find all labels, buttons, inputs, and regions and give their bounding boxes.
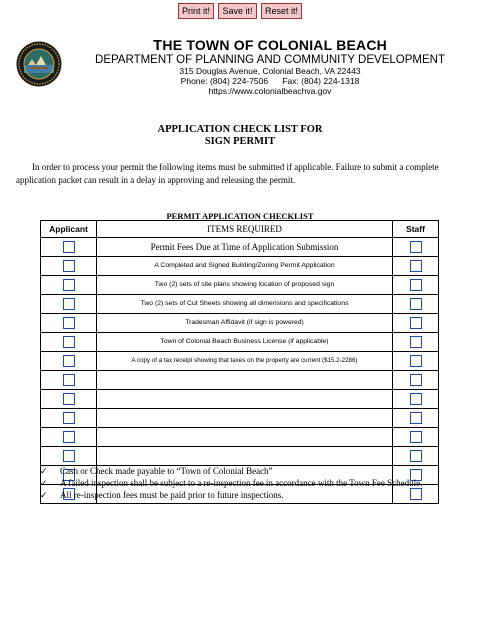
checkmark-icon: ✓ bbox=[40, 466, 48, 476]
staff-checkbox[interactable] bbox=[410, 241, 422, 253]
item-text: Town of Colonial Beach Business License (if applicable) bbox=[97, 332, 393, 351]
table-row bbox=[41, 294, 439, 313]
staff-checkbox[interactable] bbox=[410, 260, 422, 272]
print-button[interactable]: Print it! bbox=[178, 3, 214, 19]
items-column-header: ITEMS REQUIRED bbox=[97, 221, 393, 238]
item-text: Two (2) sets of site plans showing location of proposed sign bbox=[97, 275, 393, 294]
staff-checkbox[interactable] bbox=[410, 431, 422, 443]
item-text[interactable] bbox=[97, 427, 393, 446]
table-row bbox=[41, 256, 439, 275]
checklist-table bbox=[40, 220, 439, 504]
item-text: Tradesman Affidavit (if sign is powered) bbox=[97, 313, 393, 332]
notes-list bbox=[40, 465, 470, 501]
applicant-column-header: Applicant bbox=[41, 221, 97, 238]
list-item: ✓ Cash or Check made payable to “Town of Colonial Beach” bbox=[40, 466, 273, 476]
save-button[interactable]: Save it! bbox=[218, 3, 256, 19]
applicant-checkbox[interactable] bbox=[63, 260, 75, 272]
document-title: APPLICATION CHECK LIST FOR SIGN PERMIT bbox=[157, 124, 323, 147]
applicant-checkbox[interactable] bbox=[63, 241, 75, 253]
table-header-row bbox=[41, 221, 439, 238]
item-text[interactable] bbox=[97, 370, 393, 389]
staff-checkbox[interactable] bbox=[410, 355, 422, 367]
list-item: ✓ A failed inspection shall be subject to a re-inspection fee in accordance with the Town Fee Schedule. bbox=[40, 478, 423, 488]
table-row bbox=[41, 389, 439, 408]
organization-name: THE TOWN OF COLONIAL BEACH bbox=[153, 37, 387, 54]
applicant-checkbox[interactable] bbox=[63, 355, 75, 367]
table-row bbox=[41, 237, 439, 256]
item-text[interactable] bbox=[97, 408, 393, 427]
table-row bbox=[41, 313, 439, 332]
table-row bbox=[41, 332, 439, 351]
checkmark-icon: ✓ bbox=[40, 490, 48, 500]
reset-button[interactable]: Reset it! bbox=[261, 3, 302, 19]
letterhead bbox=[70, 37, 470, 96]
checklist-caption: PERMIT APPLICATION CHECKLIST bbox=[166, 211, 314, 221]
table-row bbox=[41, 408, 439, 427]
item-text: Two (2) sets of Cut Sheets showing all dimensions and specifications bbox=[97, 294, 393, 313]
staff-checkbox[interactable] bbox=[410, 336, 422, 348]
staff-checkbox[interactable] bbox=[410, 393, 422, 405]
form-toolbar bbox=[0, 3, 480, 19]
applicant-checkbox[interactable] bbox=[63, 279, 75, 291]
applicant-checkbox[interactable] bbox=[63, 412, 75, 424]
applicant-checkbox[interactable] bbox=[63, 450, 75, 462]
item-text: Permit Fees Due at Time of Application Submission bbox=[97, 237, 393, 256]
staff-checkbox[interactable] bbox=[410, 298, 422, 310]
staff-checkbox[interactable] bbox=[410, 317, 422, 329]
table-row bbox=[41, 446, 439, 465]
item-text[interactable] bbox=[97, 389, 393, 408]
applicant-checkbox[interactable] bbox=[63, 298, 75, 310]
staff-column-header: Staff bbox=[393, 221, 439, 238]
address: 315 Douglas Avenue, Colonial Beach, VA 22443 bbox=[179, 66, 361, 76]
contact-line: Phone: (804) 224-7506 Fax: (804) 224-1318 bbox=[180, 76, 360, 86]
staff-checkbox[interactable] bbox=[410, 279, 422, 291]
applicant-checkbox[interactable] bbox=[63, 374, 75, 386]
town-seal-logo bbox=[16, 41, 62, 87]
staff-checkbox[interactable] bbox=[410, 450, 422, 462]
table-row bbox=[41, 275, 439, 294]
intro-paragraph: In order to process your permit the following items must be submitted if applicable. Failure to submit a complete application packet can result in a delay in approving and releasing the permit. bbox=[16, 162, 439, 185]
item-text: A copy of a tax receipt showing that taxes on the property are current ($15.2-2286) bbox=[97, 351, 393, 370]
staff-checkbox[interactable] bbox=[410, 374, 422, 386]
table-row bbox=[41, 427, 439, 446]
applicant-checkbox[interactable] bbox=[63, 317, 75, 329]
applicant-checkbox[interactable] bbox=[63, 393, 75, 405]
staff-checkbox[interactable] bbox=[410, 412, 422, 424]
website: https://www.colonialbeachva.gov bbox=[208, 86, 332, 96]
department-name: DEPARTMENT OF PLANNING AND COMMUNITY DEVELOPMENT bbox=[95, 54, 445, 66]
table-row bbox=[41, 370, 439, 389]
applicant-checkbox[interactable] bbox=[63, 336, 75, 348]
applicant-checkbox[interactable] bbox=[63, 431, 75, 443]
item-text[interactable] bbox=[97, 446, 393, 465]
item-text: A Completed and Signed Building/Zoning Permit Application bbox=[97, 256, 393, 275]
checkmark-icon: ✓ bbox=[40, 478, 48, 488]
table-row bbox=[41, 351, 439, 370]
list-item: ✓ All re-inspection fees must be paid prior to future inspections. bbox=[40, 490, 284, 500]
